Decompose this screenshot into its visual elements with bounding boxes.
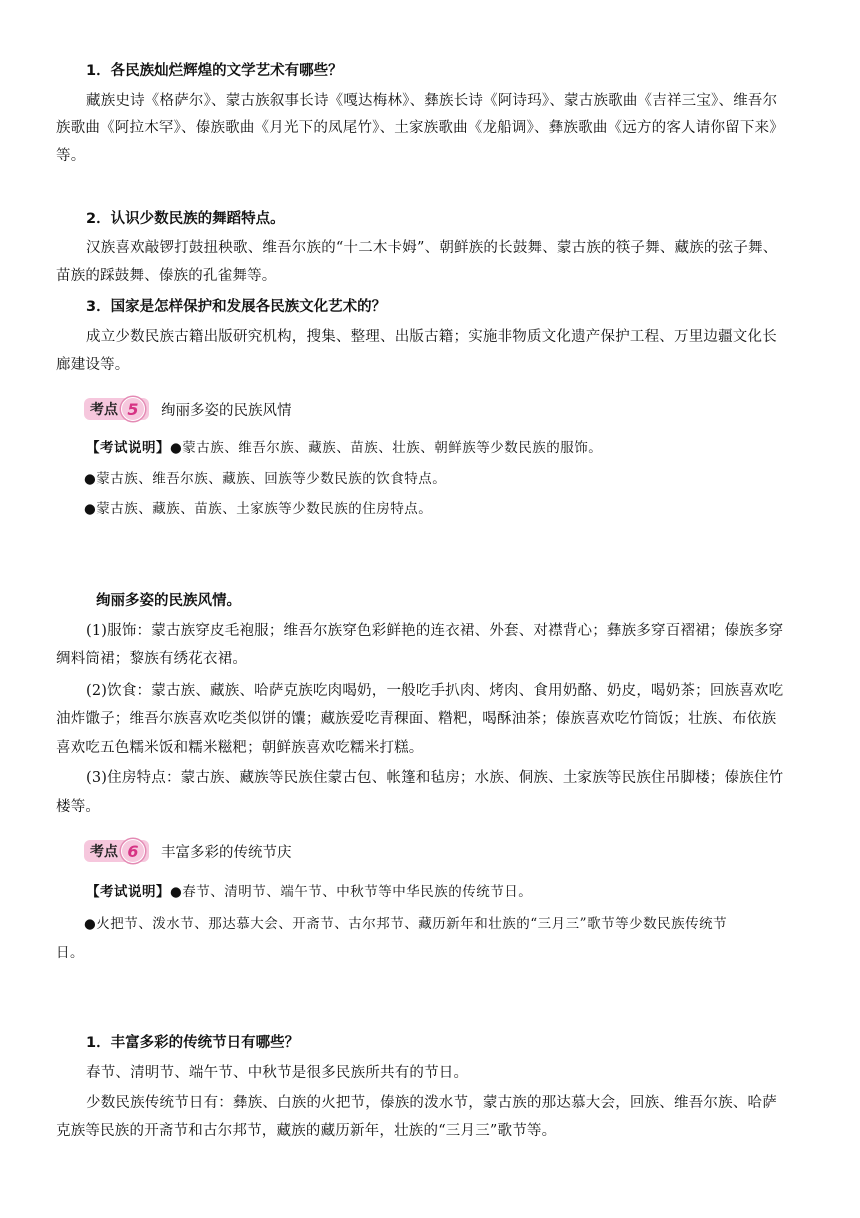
answer-line: 汉族喜欢敲锣打鼓扭秧歌、维吾尔族的“十二木卡姆”、朝鲜族的长鼓舞、蒙古族的筷子舞、藏族的弦子舞、 [86,240,778,256]
kaodian-number: 6 [121,839,145,863]
list-item: 油炸馓子；维吾尔族喜欢吃类似饼的馕；藏族爱吃青稞面、糌粑，喝酥油茶；傣族喜欢吃竹筒饭；壮族、布依族 [56,711,777,727]
question-festivals: 1．丰富多彩的传统节日有哪些？ [86,1035,300,1051]
answer-line: 春节、清明节、端午节、中秋节是很多民族所共有的节日。 [86,1065,469,1081]
answer-line: 成立少数民族古籍出版研究机构，搜集、整理、出版古籍；实施非物质文化遗产保护工程、万里边疆文化长 [86,329,777,345]
kaodian-6-header [84,838,292,864]
list-item: (1)服饰：蒙古族穿皮毛袍服；维吾尔族穿色彩鲜艳的连衣裙、外套、对襟背心；彝族多穿百褶裙；傣族多穿 [86,623,784,639]
answer-line: 少数民族传统节日有：彝族、白族的火把节，傣族的泼水节，蒙古族的那达慕大会，回族、维吾尔族、哈萨 [86,1095,777,1111]
answer-line: 苗族的踩鼓舞、傣族的孔雀舞等。 [56,268,277,284]
list-item: 绸料筒裙；黎族有绣花衣裙。 [56,651,248,667]
answer-line: 廊建设等。 [56,357,130,373]
exam-notice-label: 【考试说明】 [86,440,170,456]
exam-notice-line: 【考试说明】●春节、清明节、端午节、中秋节等中华民族的传统节日。 [86,884,533,900]
exam-notice-line: ●火把节、泼水节、那达慕大会、开斋节、古尔邦节、藏历新年和壮族的“三月三”歌节等少数民族传统节 [84,916,728,932]
question-protection: 3．国家是怎样保护和发展各民族文化艺术的？ [86,299,387,315]
answer-line: 克族等民族的开斋节和古尔邦节，藏族的藏历新年，壮族的“三月三”歌节等。 [56,1123,557,1139]
exam-notice-line: ●蒙古族、维吾尔族、藏族、回族等少数民族的饮食特点。 [84,471,447,487]
kaodian-number: 5 [121,397,145,421]
question-literature: 1．各民族灿烂辉煌的文学艺术有哪些？ [86,63,343,79]
list-item: (3)住房特点：蒙古族、藏族等民族住蒙古包、帐篷和毡房；水族、侗族、土家族等民族住吊脚楼；傣族住竹 [86,770,784,786]
kaodian-badge: 考点 6 [84,840,149,862]
answer-line: 等。 [56,148,86,164]
list-item: 喜欢吃五色糯米饭和糯米糍粑；朝鲜族喜欢吃糯米打糕。 [56,740,424,756]
kaodian-badge: 考点 5 [84,398,149,420]
exam-notice-line: ●蒙古族、藏族、苗族、土家族等少数民族的住房特点。 [84,501,433,517]
list-item: 楼等。 [56,799,101,815]
kaodian-title: 丰富多彩的传统节庆 [161,844,292,861]
list-item: (2)饮食：蒙古族、藏族、哈萨克族吃肉喝奶，一般吃手扒肉、烤肉、食用奶酪、奶皮，喝奶茶；回族喜欢吃 [86,683,784,699]
exam-notice-label: 【考试说明】 [86,884,170,900]
kaodian-5-header [84,396,292,422]
exam-notice-line: 日。 [56,945,84,961]
answer-line: 藏族史诗《格萨尔》、蒙古族叙事长诗《嘎达梅林》、彝族长诗《阿诗玛》、蒙古族歌曲《吉祥三宝》、维吾尔 [86,93,778,109]
answer-line: 族歌曲《阿拉木罕》、傣族歌曲《月光下的凤尾竹》、土家族歌曲《龙船调》、彝族歌曲《远方的客人请你留下来》 [56,120,784,136]
exam-notice-line: 【考试说明】●蒙古族、维吾尔族、藏族、苗族、壮族、朝鲜族等少数民族的服饰。 [86,440,603,456]
section-heading: 绚丽多姿的民族风情。 [96,593,241,609]
question-dance: 2．认识少数民族的舞蹈特点。 [86,211,285,227]
kaodian-title: 绚丽多姿的民族风情 [161,402,292,419]
